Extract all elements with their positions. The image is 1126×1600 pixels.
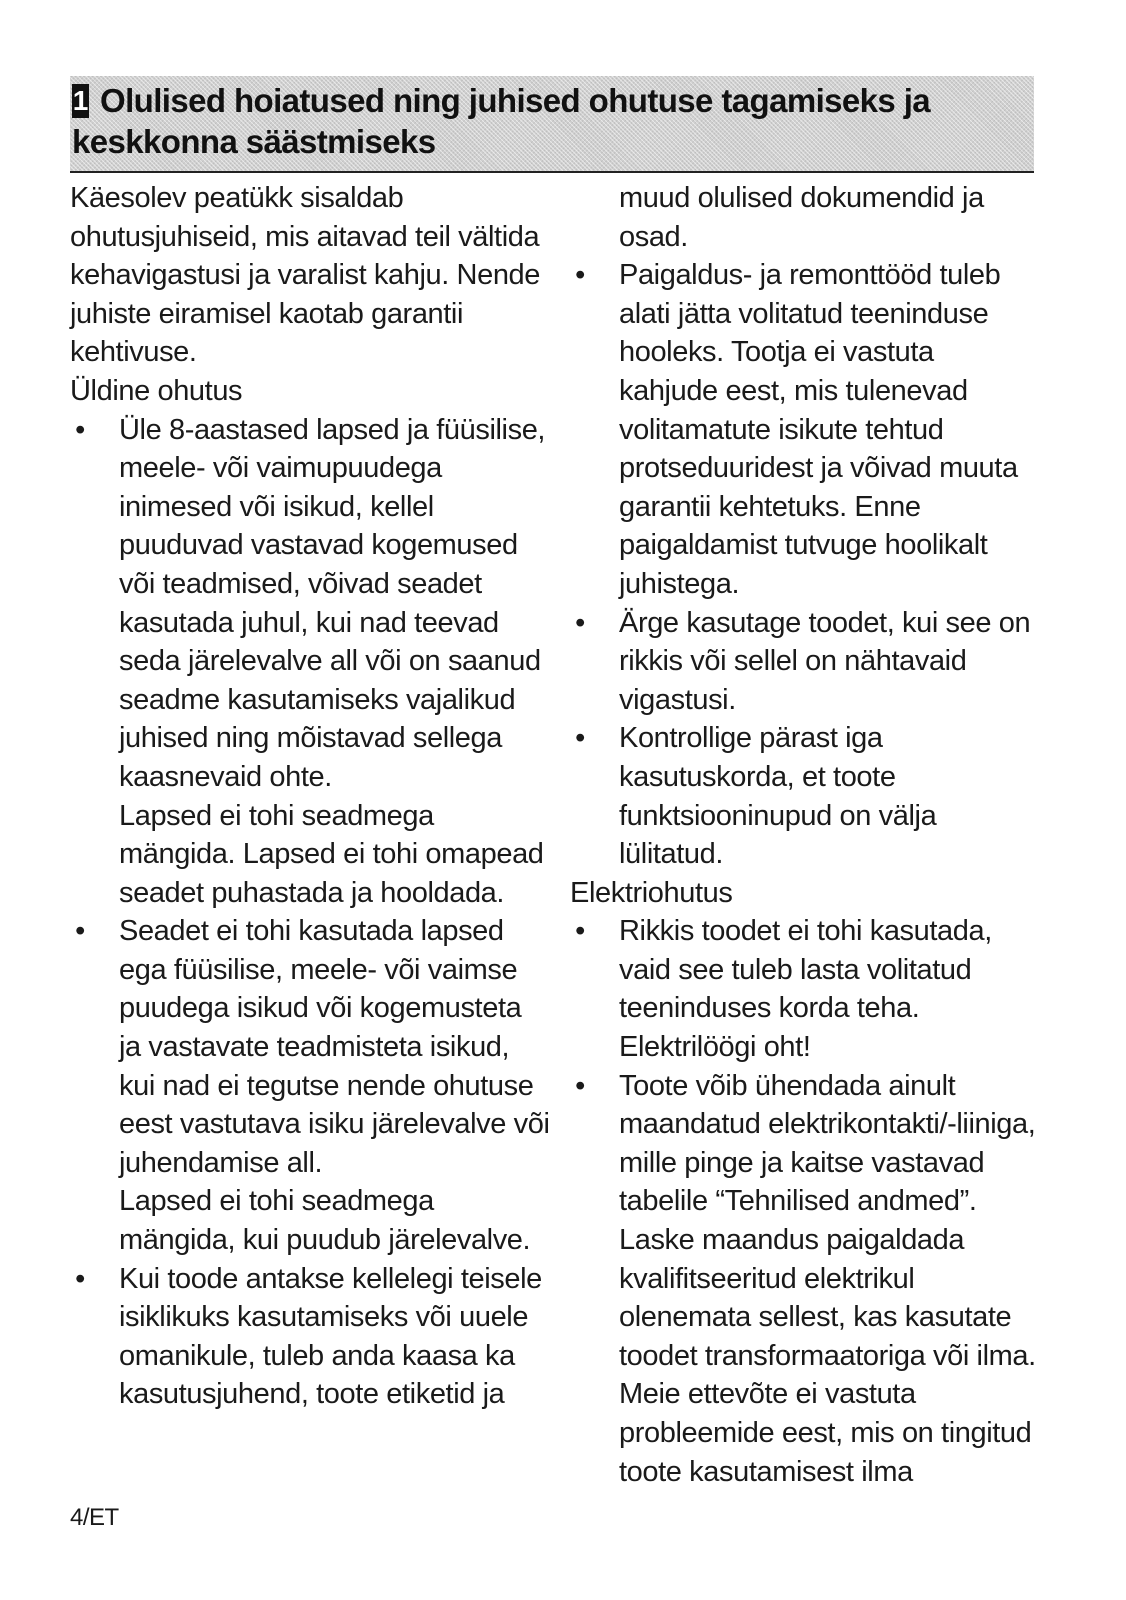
list-item (70, 411, 550, 913)
list-item (570, 719, 1040, 873)
chapter-header (70, 76, 1034, 173)
list-item-text: Seadet ei tohi kasutada lapsed ega füüsilise, meele- või vaimse puudega isikud või kogemusteta ja vastavate teadmisteta isikud, kui nad ei tegutse nende ohutuse eest vastutava isiku järelevalve või juhendamise all. (119, 915, 550, 1179)
list-item-note: Lapsed ei tohi seadmega mängida. Lapsed ei tohi omapead seadet puhastada ja hooldada. (119, 799, 544, 909)
list-item-text: Üle 8-aastased lapsed ja füüsilise, meele- või vaimupuudega inimesed või isikud, kellel puuduvad vastavad kogemused või teadmised, võivad seadet kasutada juhul, kui nad teevad seda järelevalve all või on saanud seadme kasutamiseks vajalikud juhised ning mõistavad sellega kaasnevaid ohte. (119, 413, 546, 793)
section-heading-general-safety: Üldine ohutus (70, 374, 243, 407)
list-item-text: Kontrollige pärast iga kasutuskorda, et toote funktsiooninupud on välja lülitatud. (619, 722, 937, 871)
left-column (70, 179, 550, 1414)
bullet-icon: • (75, 413, 85, 446)
bullet-icon: • (75, 915, 85, 948)
chapter-number: 1 (72, 85, 89, 116)
list-item-text: Paigaldus- ja remonttööd tuleb alati jätta volitatud teeninduse hooleks. Tootja ei vastuta kahjude eest, mis tulenevad volitamatute isikute tehtud protseduuridest ja võivad muuta garantii kehtetuks. Enne paigaldamist tutvuge hoolikalt juhistega. (619, 259, 1018, 600)
section-heading-electrical-safety: Elektriohutus (570, 876, 733, 909)
list-item (570, 1067, 1040, 1492)
bullet-icon: • (575, 915, 585, 948)
bullet-icon: • (75, 1262, 85, 1295)
intro-paragraph: Käesolev peatükk sisaldab ohutusjuhiseid, mis aitavad teil vältida kehavigastusi ja varalist kahju. Nende juhiste eiramisel kaotab garantii kehtivuse. (70, 182, 541, 369)
right-column (570, 179, 1040, 1491)
bullet-icon: • (575, 259, 585, 292)
list-item-text: Rikkis toodet ei tohi kasutada, vaid see tuleb lasta volitatud teeninduses korda teha. Elektrilöögi oht! (619, 915, 992, 1064)
chapter-title-text: Olulised hoiatused ning juhised ohutuse tagamiseks ja keskkonna säästmiseks (72, 82, 931, 160)
list-item-note: Lapsed ei tohi seadmega mängida, kui puudub järelevalve. (119, 1185, 531, 1257)
page-number: 4/ET (70, 1504, 119, 1531)
list-item-text: Ärge kasutage toodet, kui see on rikkis või sellel on nähtavaid vigastusi. (619, 606, 1031, 716)
bullet-icon: • (575, 606, 585, 639)
list-item (70, 912, 550, 1259)
list-item (70, 1260, 550, 1414)
list-item (570, 912, 1040, 1066)
list-item-text: Kui toode antakse kellelegi teisele isiklikuks kasutamiseks või uuele omanikule, tuleb anda kaasa ka kasutusjuhend, toote etiketid ja (119, 1262, 542, 1411)
chapter-title (72, 80, 1012, 162)
list-item (570, 604, 1040, 720)
list-item (570, 256, 1040, 603)
list-item-text: muud olulised dokumendid ja osad. (619, 182, 984, 253)
bullet-icon: • (575, 1069, 585, 1102)
list-item-continuation (570, 179, 1040, 256)
bullet-icon: • (575, 722, 585, 755)
list-item-text: Toote võib ühendada ainult maandatud elektrikontakti/-liiniga, mille pinge ja kaitse vastavad tabelile “Tehnilised andmed”. Laske maandus paigaldada kvalifitseeritud elektrikul olenemata sellest, kas kasutate toodet transformaatoriga või ilma. Meie ettevõte ei vastuta probleemide eest, mis on tingitud toote kasutamisest ilma (619, 1069, 1036, 1488)
